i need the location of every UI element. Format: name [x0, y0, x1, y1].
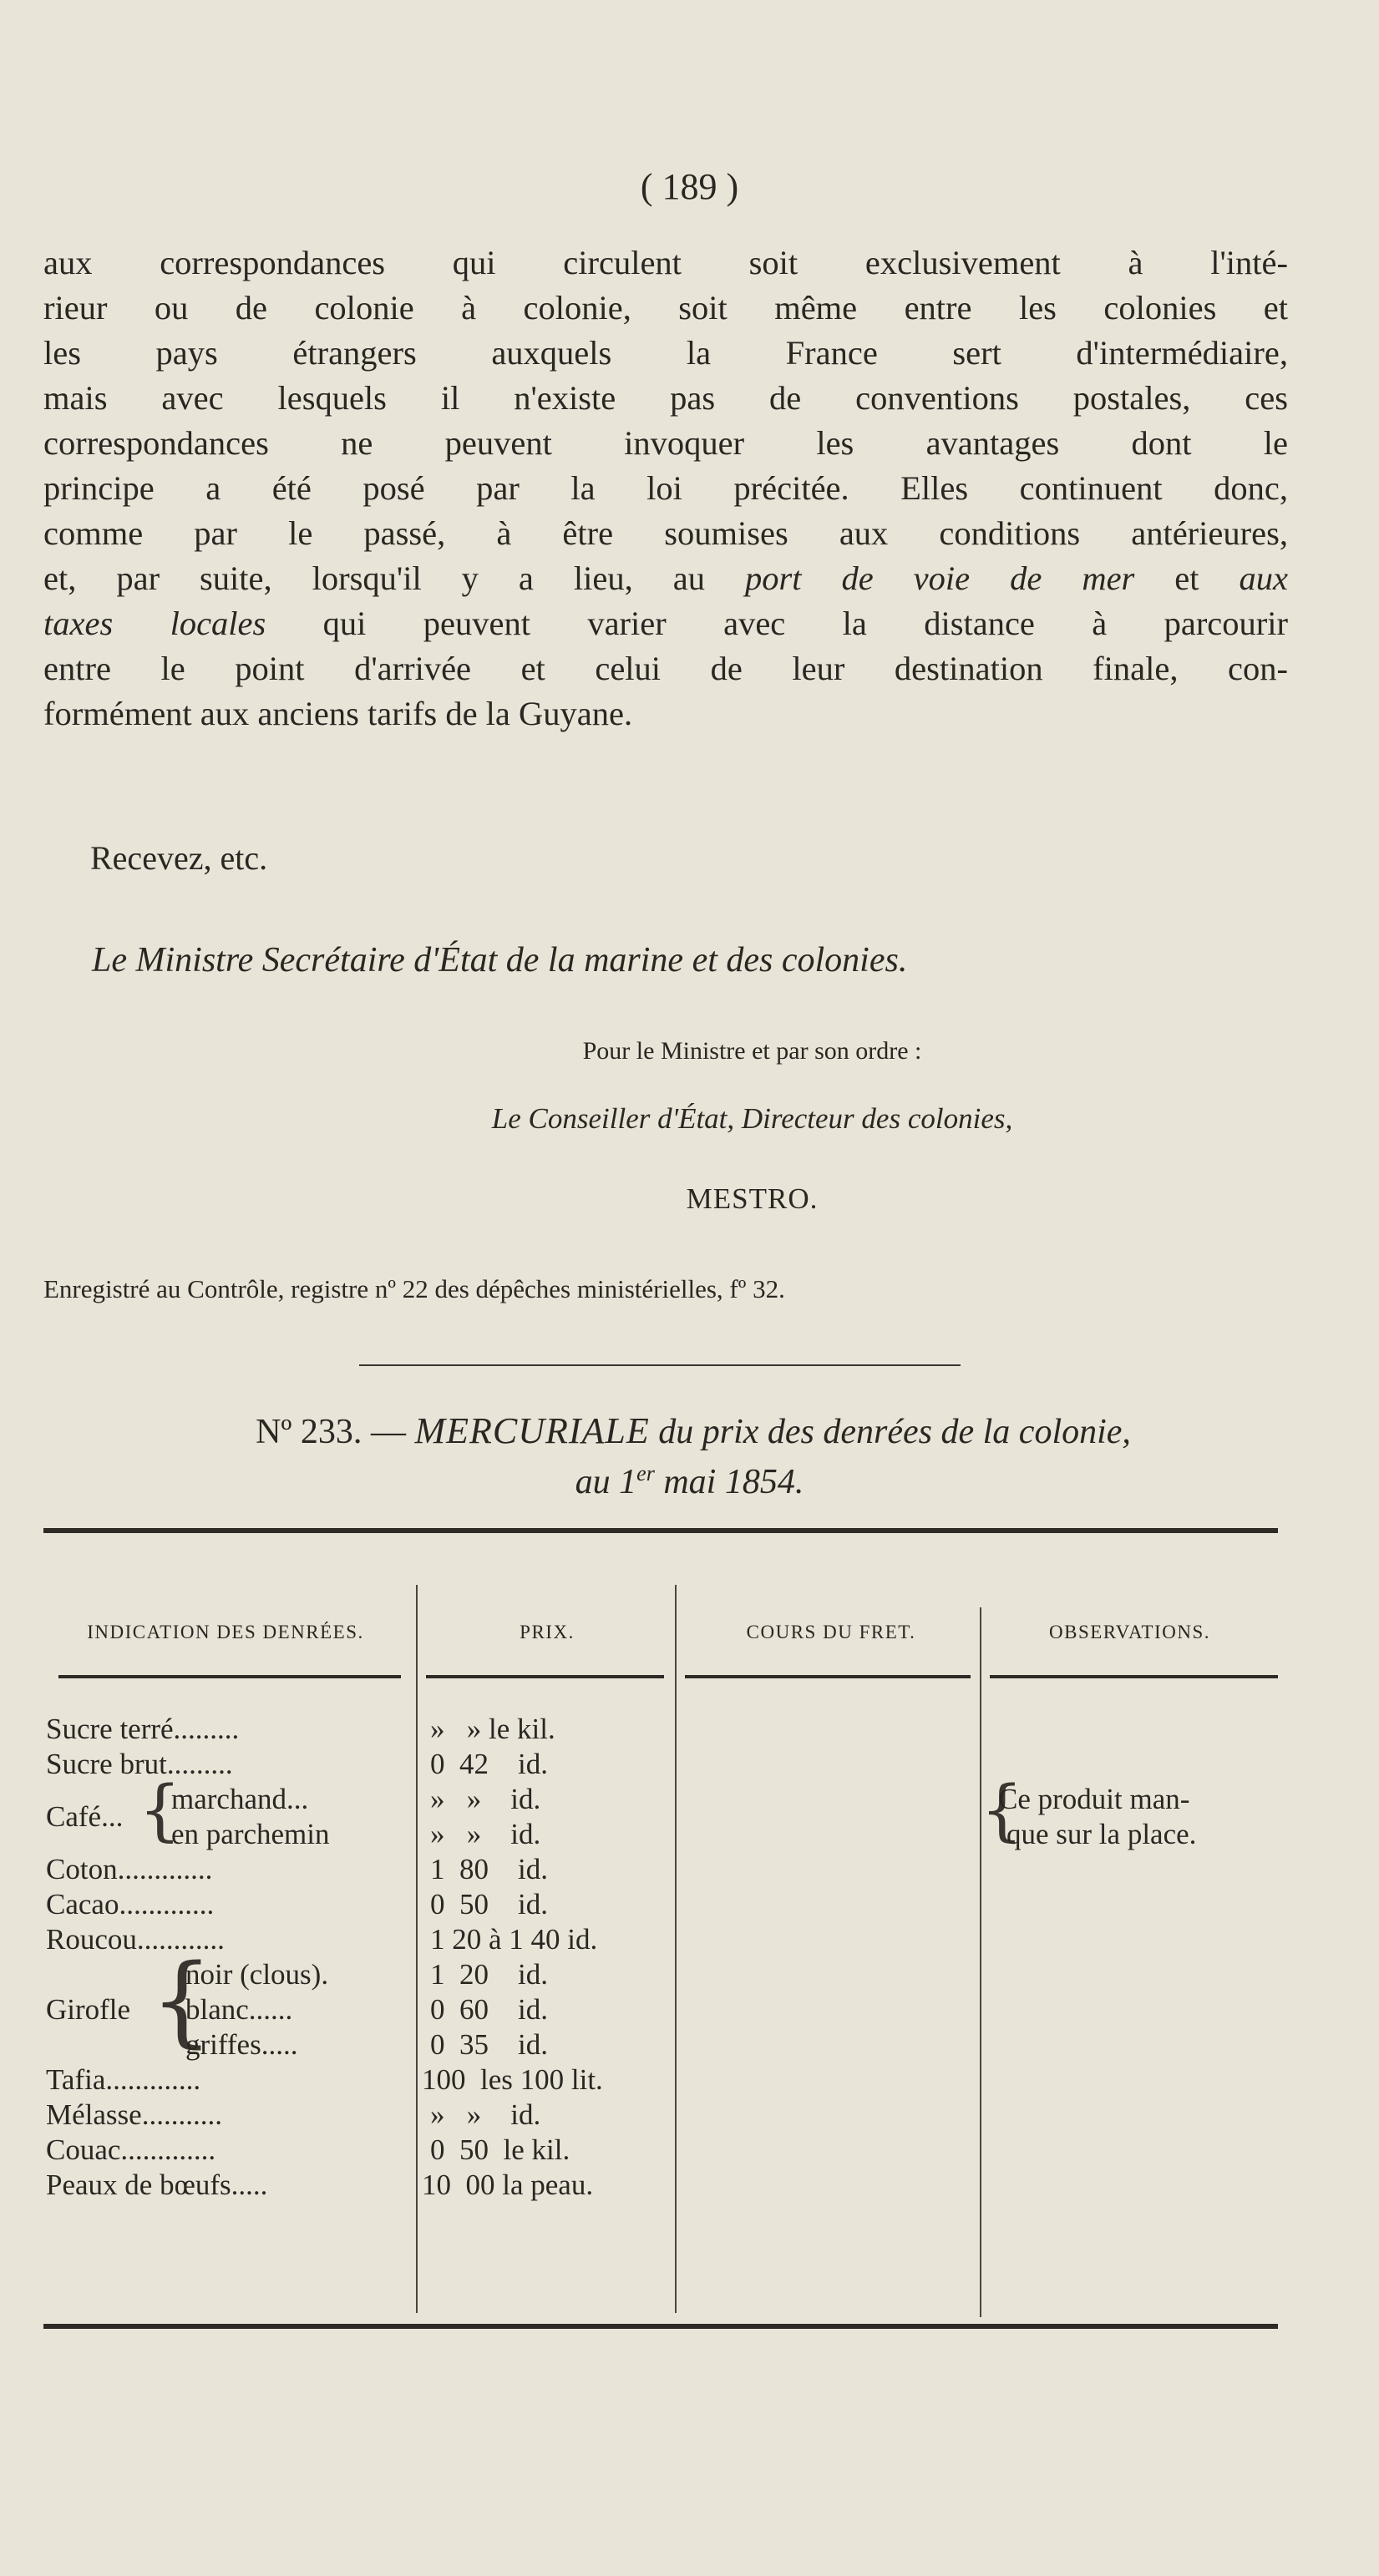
table-row-item: Coton.............	[46, 1853, 213, 1885]
table-row-item: griffes.....	[185, 2028, 298, 2061]
header-observations: OBSERVATIONS.	[1049, 1622, 1210, 1642]
table-row-item: Peaux de bœufs.....	[46, 2169, 268, 2201]
table-row-price: 0 50 id.	[430, 1888, 548, 1921]
table-row-group: Girofle	[46, 1993, 131, 2026]
table-row-item: Sucre terré.........	[46, 1713, 240, 1745]
paragraph-line: entre le point d'arrivée et celui de leur destination finale, con-	[43, 650, 1288, 687]
section-number: Nº 233.	[256, 1413, 362, 1451]
table-row-price: 0 50 le kil.	[430, 2133, 570, 2166]
table-row-price: » » id.	[430, 1783, 541, 1815]
paragraph-line: comme par le passé, à être soumises aux conditions antérieures,	[43, 514, 1288, 552]
table-row-item: Sucre brut.........	[46, 1748, 233, 1780]
brace: {	[981, 1771, 1023, 1849]
brace: {	[139, 1771, 181, 1849]
table-row-price: 0 60 id.	[430, 1993, 548, 2026]
paragraph-line: aux correspondances qui circulent soit exclusivement à l'inté-	[43, 244, 1288, 281]
section-title-rest: du prix des denrées de la colonie,	[658, 1413, 1131, 1451]
column-rule	[980, 1607, 981, 2317]
header-underline	[685, 1675, 971, 1678]
registration-note: Enregistré au Contrôle, registre nº 22 des dépêches ministérielles, fº 32.	[43, 1274, 785, 1303]
table-row-item: blanc......	[185, 1993, 293, 2026]
table-row-price: » » id.	[430, 2098, 541, 2131]
observation-line: Ce produit man-	[998, 1783, 1190, 1815]
table-row-item: Mélasse...........	[46, 2098, 222, 2131]
italic-run: aux	[1239, 559, 1289, 597]
header-underline	[426, 1675, 664, 1678]
paragraph-line: les pays étrangers auxquels la France sert d'intermédiaire,	[43, 334, 1288, 372]
table-row-item: Roucou............	[46, 1923, 225, 1956]
header-underline	[990, 1675, 1278, 1678]
observation-line: que sur la place.	[1006, 1818, 1197, 1850]
section-subtitle	[0, 1461, 1379, 1502]
table-row-price: » » id.	[430, 1818, 541, 1850]
closing-formula: Recevez, etc.	[90, 839, 268, 877]
section-title: MERCURIALE	[414, 1410, 650, 1451]
subtitle-superscript: er	[636, 1461, 655, 1485]
paragraph-line: mais avec lesquels il n'existe pas de conventions postales, ces	[43, 379, 1288, 417]
subtitle-text: mai 1854.	[654, 1463, 804, 1501]
minister-title: Le Ministre Secrétaire d'État de la marine et des colonies.	[92, 941, 908, 979]
text-run: qui peuvent varier avec la distance à parcourir	[266, 605, 1289, 642]
table-row-item: marchand...	[171, 1783, 309, 1815]
section-heading	[42, 1409, 1345, 1452]
section-divider	[359, 1364, 961, 1366]
table-row-item: noir (clous).	[185, 1958, 329, 1991]
header-prix: PRIX.	[520, 1622, 575, 1642]
subtitle-text: au 1	[575, 1463, 637, 1501]
text-run: et	[1134, 559, 1240, 597]
by-order-line: Pour le Ministre et par son ordre :	[582, 1037, 922, 1065]
councillor-line: Le Conseiller d'État, Directeur des colonies,	[491, 1102, 1013, 1135]
header-fret: COURS DU FRET.	[746, 1622, 916, 1642]
table-row-group: Café...	[46, 1800, 124, 1833]
page-number: ( 189 )	[640, 166, 739, 207]
paragraph-line: formément aux anciens tarifs de la Guyane.	[43, 695, 633, 732]
paragraph-line: principe a été posé par la loi précitée. Elles continuent donc,	[43, 469, 1288, 507]
paragraph-line: rieur ou de colonie à colonie, soit même entre les colonies et	[43, 289, 1288, 326]
table-row-price: 0 35 id.	[430, 2028, 548, 2061]
table-row-price: 1 20 id.	[430, 1958, 548, 1991]
paragraph-line	[43, 556, 1288, 601]
header-underline	[58, 1675, 401, 1678]
header-indication: INDICATION DES DENRÉES.	[87, 1622, 364, 1642]
table-row-price: 100 les 100 lit.	[422, 2063, 603, 2096]
table-row-price: 1 20 à 1 40 id.	[430, 1923, 598, 1956]
italic-run: port de voie de mer	[744, 559, 1135, 597]
signature: MESTRO.	[686, 1182, 819, 1215]
text-run: et, par suite, lorsqu'il y a lieu, au	[43, 559, 745, 597]
table-row-price: 10 00 la peau.	[422, 2169, 594, 2201]
paragraph-line	[43, 601, 1288, 646]
table-row-item: Cacao.............	[46, 1888, 215, 1921]
table-bottom-rule	[43, 2324, 1278, 2329]
paragraph-line: correspondances ne peuvent invoquer les avantages dont le	[43, 424, 1288, 462]
table-row-item: Tafia.............	[46, 2063, 201, 2096]
table-row-price: 0 42 id.	[430, 1748, 548, 1780]
section-dash: —	[370, 1413, 406, 1451]
column-rule	[675, 1585, 677, 2313]
table-top-rule	[43, 1528, 1278, 1533]
table-row-item: en parchemin	[171, 1818, 330, 1850]
column-rule	[416, 1585, 418, 2313]
table-row-price: » » le kil.	[430, 1713, 555, 1745]
body-paragraph	[43, 240, 1288, 736]
brace: {	[150, 1942, 214, 2057]
italic-run: taxes locales	[43, 605, 266, 642]
table-row-price: 1 80 id.	[430, 1853, 548, 1885]
table-row-item: Couac.............	[46, 2133, 216, 2166]
